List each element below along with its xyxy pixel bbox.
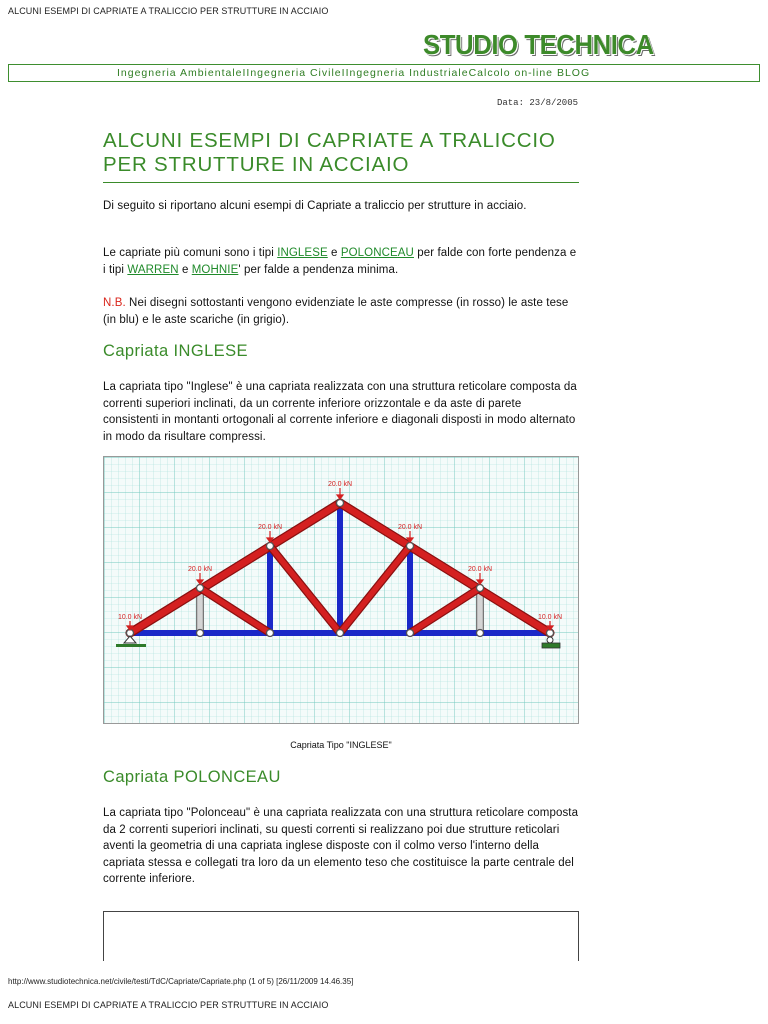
nb-text: Nei disegni sottostanti vengono evidenziate le aste compresse (in rosso) le aste tese (in blu) e le aste scariche (in grigio). bbox=[103, 297, 569, 326]
common-and-1: e bbox=[327, 247, 341, 259]
node-top-5 bbox=[477, 585, 484, 592]
truss-inglese-figure bbox=[103, 456, 579, 724]
common-text-3: ' per falde a pendenza minima. bbox=[238, 263, 399, 276]
node-bottom-2 bbox=[197, 630, 204, 637]
load-label-5: 20.0 kN bbox=[397, 524, 423, 531]
load-label-2: 20.0 kN bbox=[187, 566, 213, 573]
nav-separator: I bbox=[341, 67, 346, 79]
node-top-4 bbox=[407, 543, 414, 550]
load-label-6: 20.0 kN bbox=[467, 566, 493, 573]
truss-polonceau-figure bbox=[103, 911, 579, 961]
node-bottom-3 bbox=[267, 630, 274, 637]
load-label-3: 20.0 kN bbox=[257, 524, 283, 531]
inglese-description: La capriata tipo "Inglese" è una capriata realizzata con una struttura reticolare composta da correnti superiori inclinati, da un corrente inferiore orizzontale e da aste di parete consistenti in montanti ortogonali al corrente inferiore e diagonali disposti in modo alternato in modo da risultare compressi. bbox=[103, 381, 577, 443]
node-bottom-6 bbox=[477, 630, 484, 637]
node-bottom-5 bbox=[407, 630, 414, 637]
nav-link-calcolo-online[interactable]: Calcolo on-line bbox=[468, 67, 554, 79]
intro-paragraph: Di seguito si riportano alcuni esempi di Capriate a traliccio per strutture in acciaio. bbox=[103, 200, 527, 212]
node-top-1 bbox=[197, 585, 204, 592]
nav-separator: I bbox=[242, 67, 247, 79]
load-label-4: 20.0 kN bbox=[327, 481, 353, 488]
nav-link-ingegneria-civile[interactable]: Ingegneria Civile bbox=[246, 67, 342, 79]
right-support-base bbox=[542, 643, 560, 648]
running-header: ALCUNI ESEMPI DI CAPRIATE A TRALICCIO PER STRUTTURE IN ACCIAIO bbox=[8, 6, 329, 16]
footer-url[interactable]: http://www.studiotechnica.net/civile/testi/TdC/Capriate/Capriate.php (1 of 5) [26/11/2009 14.46.35] bbox=[8, 977, 354, 986]
studio-technica-logo[interactable]: STUDIO TECHNICA bbox=[423, 29, 654, 60]
link-polonceau[interactable]: POLONCEAU bbox=[340, 247, 414, 259]
nb-label: N.B. bbox=[103, 297, 126, 309]
left-support-base bbox=[116, 644, 146, 647]
article-date: Data: 23/8/2005 bbox=[496, 98, 578, 108]
heading-capriata-inglese: Capriata INGLESE bbox=[103, 342, 248, 360]
common-text-2: per falde con forte pendenza e i tipi bbox=[103, 247, 577, 276]
common-text-1: Le capriate più comuni sono i tipi bbox=[103, 247, 278, 259]
nav-bar bbox=[8, 64, 760, 82]
footer-running-header: ALCUNI ESEMPI DI CAPRIATE A TRALICCIO PER STRUTTURE IN ACCIAIO bbox=[8, 1000, 329, 1010]
node-top-apex bbox=[337, 500, 344, 507]
nav-link-ingegneria-industriale[interactable]: Ingegneria Industriale bbox=[345, 67, 469, 79]
load-label-7: 10.0 kN bbox=[537, 614, 563, 621]
common-and-2: e bbox=[178, 263, 192, 276]
node-top-2 bbox=[267, 543, 274, 550]
polonceau-description: La capriata tipo "Polonceau" è una capriata realizzata con una struttura reticolare composta da 2 correnti superiori inclinati, su questi correnti si realizzano poi due strutture reticolari aventi la geometria di una capriata inglese disposte con il colmo verso l'interno della capriata stessa e collegati tra loro da un elemento teso che costituisce la parte centrale del corrente inferiore. bbox=[103, 807, 579, 885]
figure-caption-inglese: Capriata Tipo "INGLESE" bbox=[290, 740, 392, 750]
node-bottom-4 bbox=[337, 630, 344, 637]
truss-inglese-drawing bbox=[104, 457, 578, 723]
load-label-1: 10.0 kN bbox=[117, 614, 143, 621]
link-mohnie[interactable]: MOHNIE bbox=[191, 263, 239, 276]
link-warren[interactable]: WARREN bbox=[127, 263, 179, 276]
page-title: ALCUNI ESEMPI DI CAPRIATE A TRALICCIO PER STRUTTURE IN ACCIAIO bbox=[103, 129, 579, 183]
right-support-roller bbox=[547, 637, 553, 643]
link-inglese[interactable]: INGLESE bbox=[277, 247, 328, 259]
common-types-paragraph bbox=[103, 245, 579, 278]
nav-link-ingegneria-ambientale[interactable]: Ingegneria Ambientale bbox=[117, 67, 243, 79]
heading-capriata-polonceau: Capriata POLONCEAU bbox=[103, 768, 281, 786]
nav-link-blog[interactable]: BLOG bbox=[556, 67, 591, 79]
nav-links bbox=[117, 67, 590, 79]
nb-paragraph bbox=[103, 295, 579, 328]
